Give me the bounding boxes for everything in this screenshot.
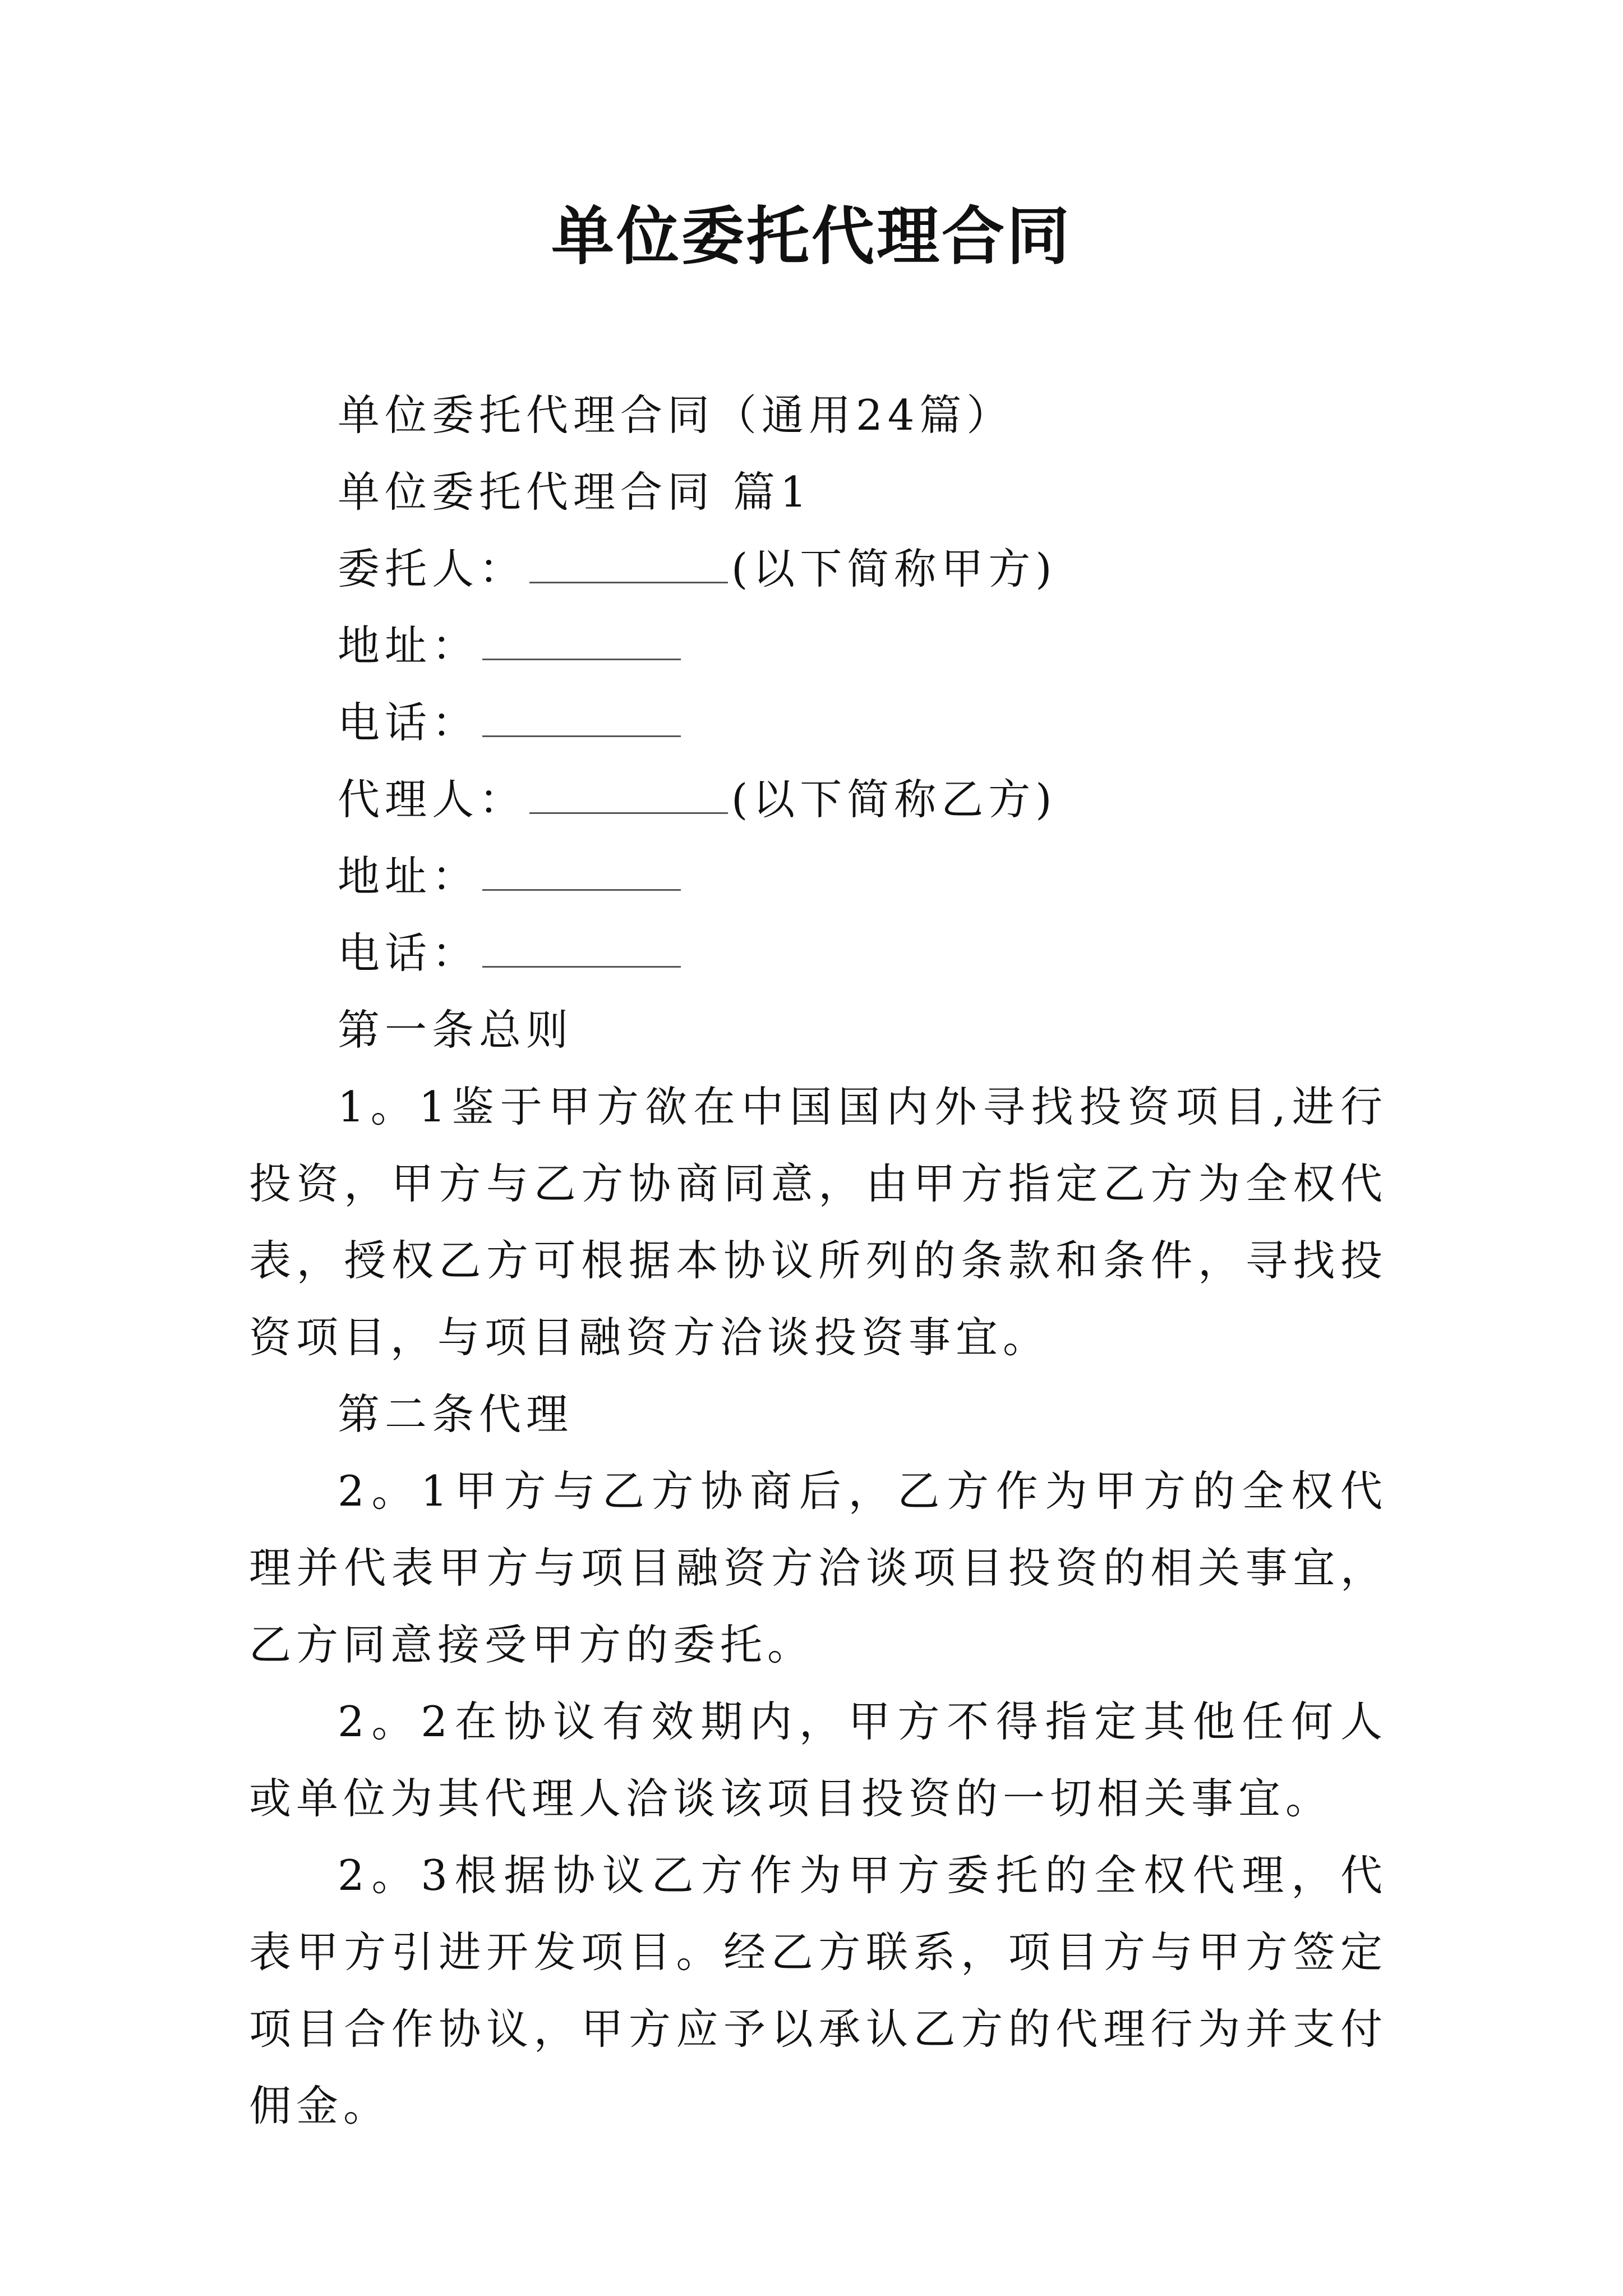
agent-blank [529, 773, 728, 814]
subtitle: 单位委托代理合同（通用24篇） [338, 390, 1014, 440]
client-phone-label: 电话： [338, 698, 479, 747]
client-address-blank [482, 619, 681, 660]
agent-phone-line [249, 915, 1387, 992]
agent-address-line [249, 838, 1387, 915]
agent-phone-blank [482, 927, 681, 968]
client-label: 委托人： [338, 544, 527, 593]
agent-phone-label: 电话： [338, 928, 479, 978]
agent-address-blank [482, 850, 681, 891]
article-2-heading: 第二条代理 [338, 1389, 574, 1439]
article-2-1: 2。1甲方与乙方协商后，乙方作为甲方的全权代理并代表甲方与项目融资方洽谈项目投资的相关事宜，乙方同意接受甲方的委托。 [249, 1466, 1387, 1669]
article-1-heading: 第一条总则 [338, 1005, 574, 1055]
agent-note: (以下简称乙方) [731, 775, 1057, 824]
client-phone-blank [482, 696, 681, 737]
document-title: 单位委托代理合同 [551, 200, 1072, 273]
article-1-1: 1。1鉴于甲方欲在中国国内外寻找投资项目,进行投资，甲方与乙方协商同意，由甲方指定乙方为全权代表，授权乙方可根据本协议所列的条款和条件，寻找投资项目，与项目融资方洽谈投资事宜。 [249, 1082, 1387, 1362]
client-address-line [249, 608, 1387, 684]
section-heading: 单位委托代理合同 篇1 [338, 467, 812, 517]
client-line [249, 531, 1387, 608]
client-phone-line [249, 684, 1387, 761]
agent-label: 代理人： [338, 775, 527, 824]
client-address-label: 地址： [338, 621, 479, 670]
client-note: (以下简称甲方) [731, 544, 1057, 593]
article-2-2: 2。2在协议有效期内，甲方不得指定其他任何人或单位为其代理人洽谈该项目投资的一切相关事宜。 [249, 1697, 1387, 1823]
document-body [249, 377, 1387, 2145]
agent-line [249, 761, 1387, 838]
article-2-3: 2。3根据协议乙方作为甲方委托的全权代理，代表甲方引进开发项目。经乙方联系，项目方与甲方签定项目合作协议，甲方应予以承认乙方的代理行为并支付佣金。 [249, 1851, 1387, 2131]
agent-address-label: 地址： [338, 852, 479, 901]
client-blank [529, 542, 728, 583]
